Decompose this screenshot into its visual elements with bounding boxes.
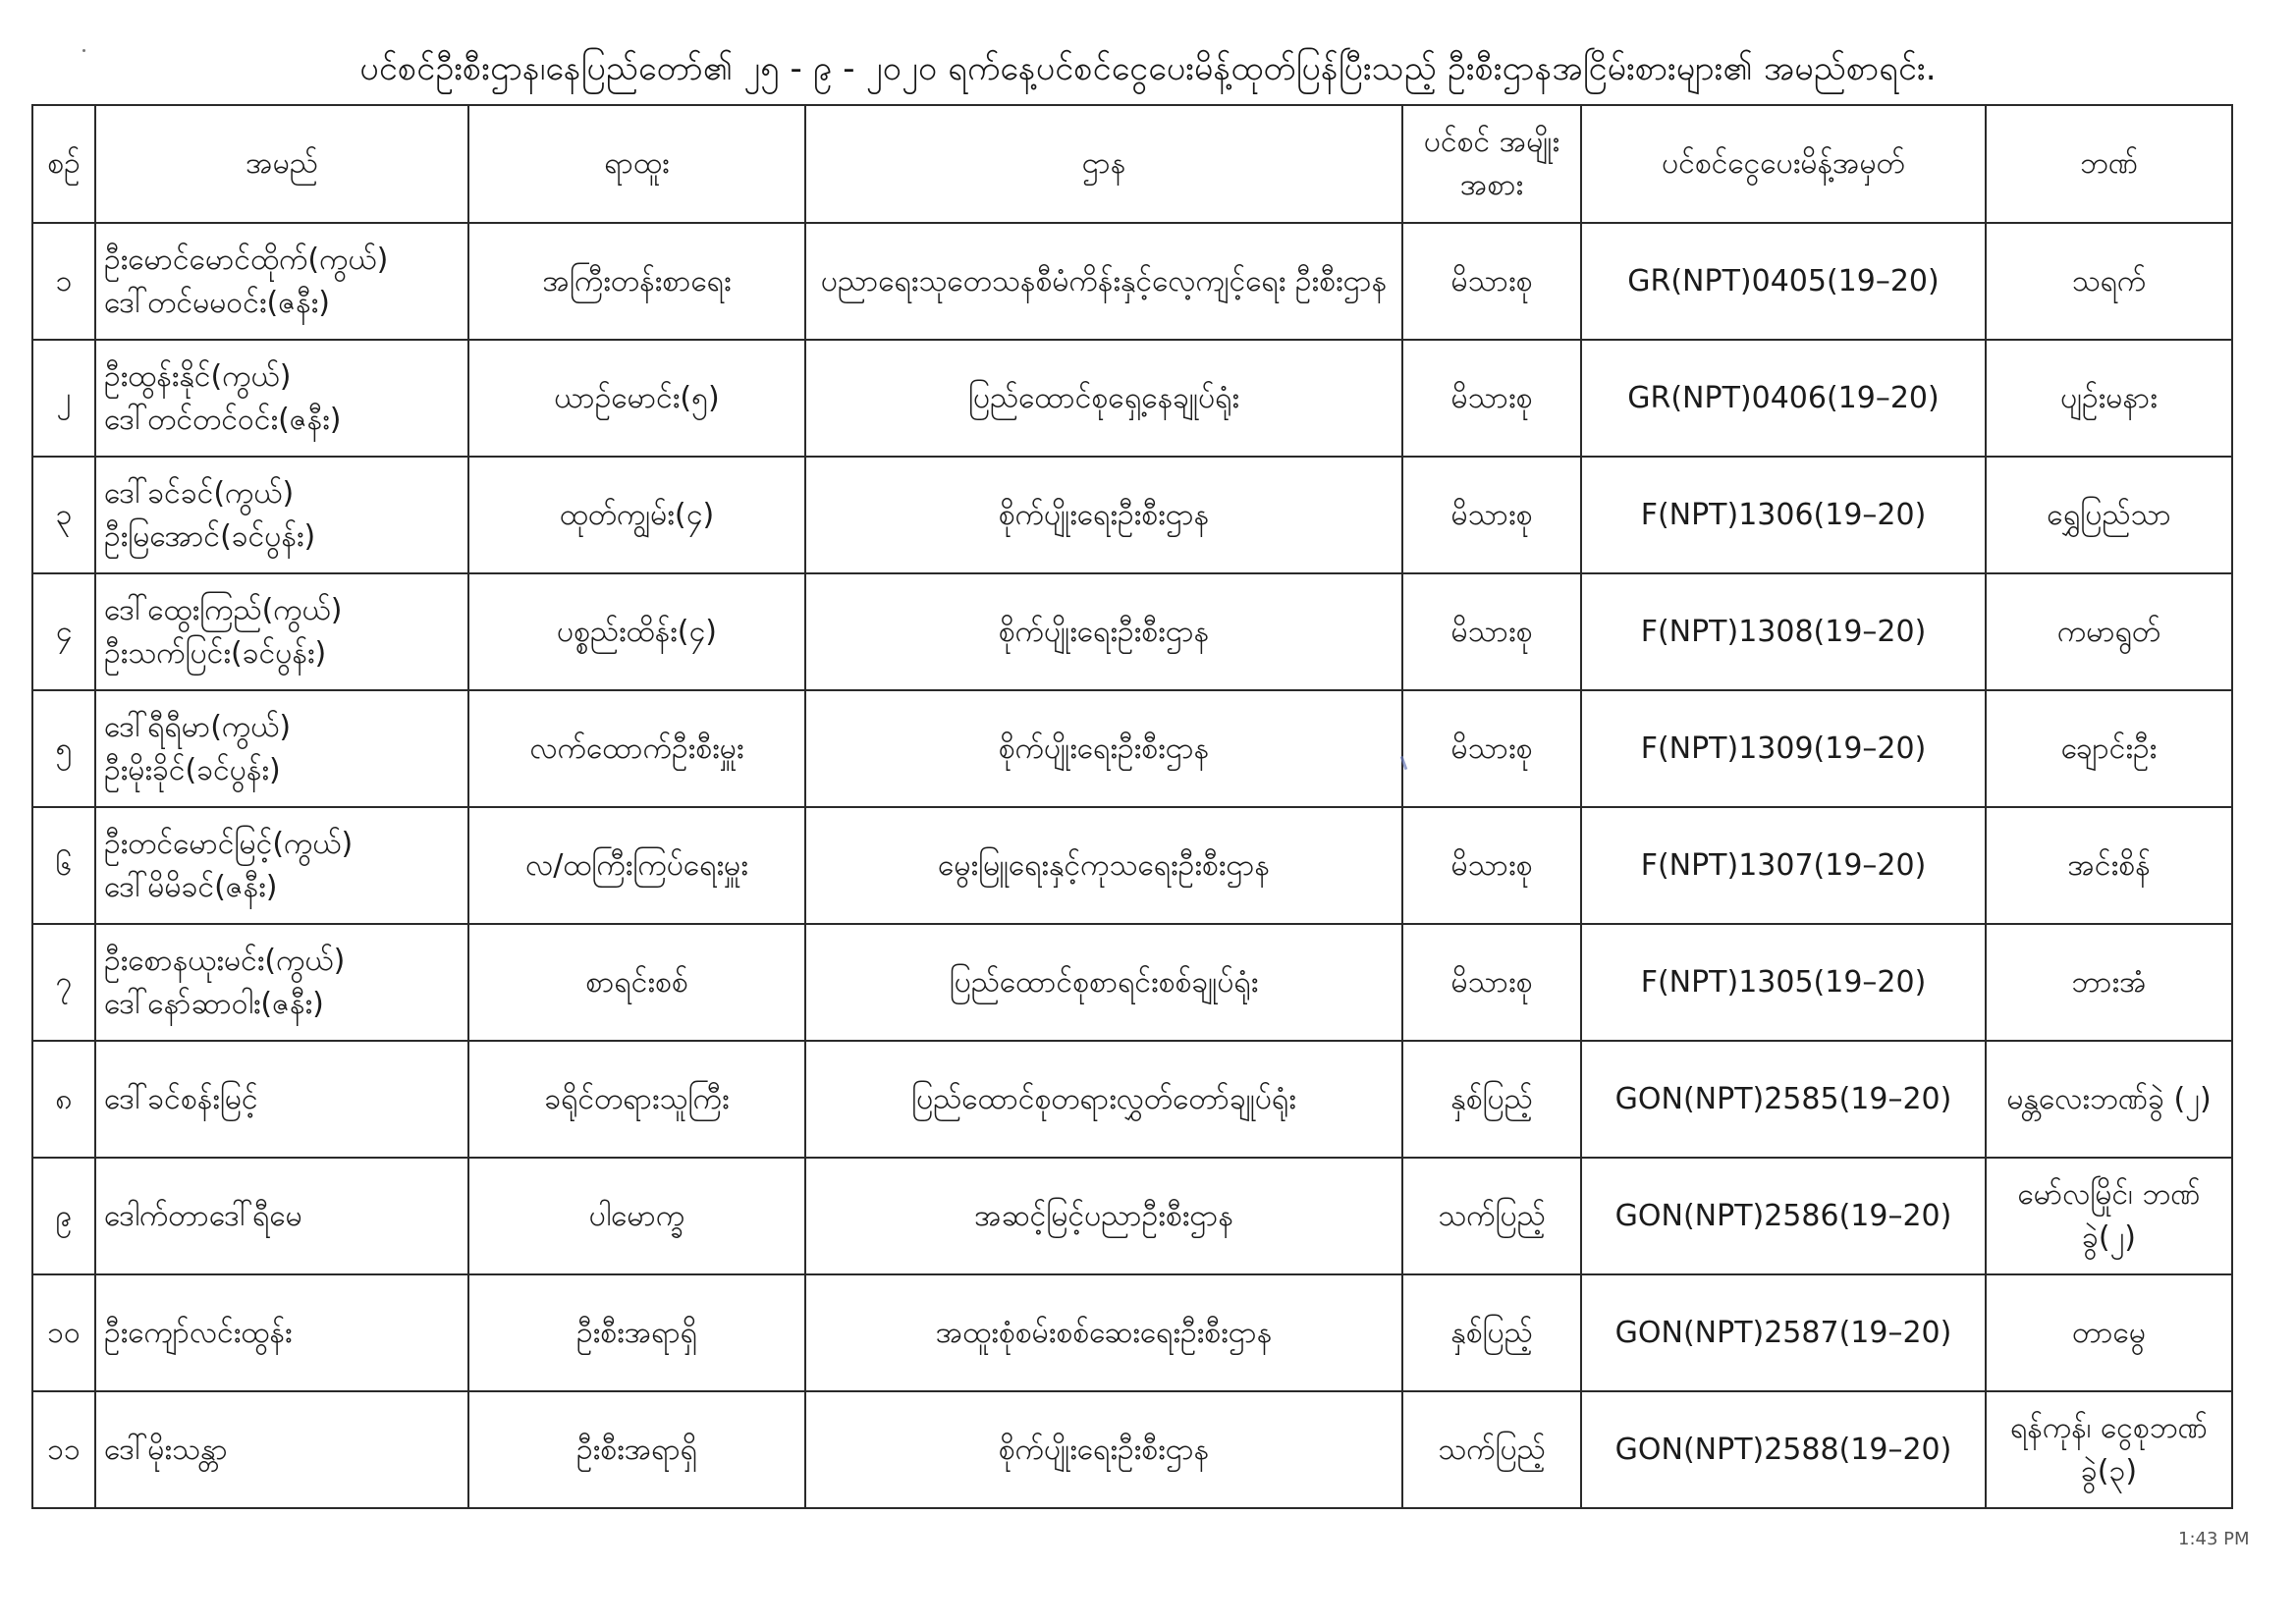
name-line-1: ဦးတင်မောင်မြင့်(ကွယ်) [104,826,354,861]
cell-region: ရွှေပြည်သာ [1986,457,2232,573]
cell-department: စိုက်ပျိုးရေးဦးစီးဌာန [805,690,1402,807]
cell-pension-type: မိသားစု [1402,924,1581,1041]
cell-pension-type: သက်ပြည့် [1402,1158,1581,1274]
name-line-1: ဒေါ်ထွေးကြည်(ကွယ်) [104,592,343,627]
cell-rank: ပစ္စည်းထိန်း(၄) [468,573,805,690]
cell-pension-type: မိသားစု [1402,690,1581,807]
cell-department: စိုက်ပျိုးရေးဦးစီးဌာန [805,573,1402,690]
cell-department: မွေးမြူရေးနှင့်ကုသရေးဦးစီးဌာန [805,807,1402,924]
cell-name [95,573,468,690]
cell-no: ၈ [32,1041,95,1158]
cell-region: ချောင်းဦး [1986,690,2232,807]
cell-department: အထူးစုံစမ်းစစ်ဆေးရေးဦးစီးဌာန [805,1274,1402,1391]
cell-permit-no: GON(NPT)2587(19–20) [1581,1274,1986,1391]
cell-name [95,807,468,924]
table-row [32,1391,2232,1508]
name-line-1: ဦးမောင်မောင်ထိုက်(ကွယ်) [104,242,389,277]
cell-rank: ယာဉ်မောင်း(၅) [468,340,805,457]
name-line-2: ဦးသက်ပြင်း(ခင်ပွန်း) [104,635,327,671]
cell-permit-no: F(NPT)1307(19–20) [1581,807,1986,924]
name-line-1: ဒေါ်ခင်စန်းမြင့် [104,1081,258,1116]
cell-permit-no: F(NPT)1305(19–20) [1581,924,1986,1041]
cell-rank: အကြီးတန်းစာရေး [468,223,805,340]
cell-department: အဆင့်မြင့်ပညာဦးစီးဌာန [805,1158,1402,1274]
cell-name [95,1158,468,1274]
cell-no: ၉ [32,1158,95,1274]
name-line-1: ဒေါက်တာဒေါ်ရီမေ [104,1198,302,1233]
cell-rank: ပါမောက္ခ [468,1158,805,1274]
cell-department: စိုက်ပျိုးရေးဦးစီးဌာန [805,457,1402,573]
cell-department: စိုက်ပျိုးရေးဦးစီးဌာန [805,1391,1402,1508]
cell-pension-type: မိသားစု [1402,340,1581,457]
cell-permit-no: GON(NPT)2586(19–20) [1581,1158,1986,1274]
name-line-1: ဒေါ်ရီရီမာ(ကွယ်) [104,709,292,744]
header-department: ဌာန [805,105,1402,223]
table-row [32,573,2232,690]
header-rank: ရာထူး [468,105,805,223]
cell-department: ပြည်ထောင်စုတရားလွှတ်တော်ချုပ်ရုံး [805,1041,1402,1158]
name-line-1: ဒေါ်ခင်ခင်(ကွယ်) [104,475,295,511]
table-row [32,1041,2232,1158]
cell-rank: လ/ထကြီးကြပ်ရေးမှူး [468,807,805,924]
header-permit-no: ပင်စင်ငွေပေးမိန့်အမှတ် [1581,105,1986,223]
cell-pension-type: မိသားစု [1402,807,1581,924]
cell-region: ဘားအံ [1986,924,2232,1041]
table-row [32,457,2232,573]
header-pension-type: ပင်စင် အမျိုးအစား [1402,105,1581,223]
cell-region: အင်းစိန် [1986,807,2232,924]
cell-permit-no: F(NPT)1306(19–20) [1581,457,1986,573]
cell-permit-no: GR(NPT)0405(19–20) [1581,223,1986,340]
cell-region: ရန်ကုန်၊ ငွေစုဘဏ်ခွဲ(၃) [1986,1391,2232,1508]
cell-no: ၂ [32,340,95,457]
table-row [32,924,2232,1041]
cell-no: ၅ [32,690,95,807]
timestamp: 1:43 PM [2178,1529,2250,1549]
cell-department: ပြည်ထောင်စုစာရင်းစစ်ချုပ်ရုံး [805,924,1402,1041]
cell-region: တာမွေ [1986,1274,2232,1391]
name-line-2: ဦးမိုးခိုင်(ခင်ပွန်း) [104,752,281,787]
table-row [32,223,2232,340]
cell-rank: ဦးစီးအရာရှိ [468,1274,805,1391]
header-name: အမည် [95,105,468,223]
table-row [32,1274,2232,1391]
cell-name [95,1041,468,1158]
name-line-1: ဒေါ်မိုးသန္တာ [104,1432,228,1467]
table-row [32,807,2232,924]
name-line-1: ဦးထွန်းနိုင်(ကွယ်) [104,358,292,394]
page-title: ပင်စင်ဦးစီးဌာန၊နေပြည်တော်၏ ၂၅ - ၉ - ၂၀၂၀ ရက်နေ့ပင်စင်ငွေပေးမိန့်ထုတ်ပြန်ပြီးသည့် ဦးစီးဌာနအငြိမ်းစားများ၏ အမည်စာရင်း. [359,49,1937,88]
cell-pension-type: မိသားစု [1402,573,1581,690]
cell-no: ၃ [32,457,95,573]
cell-department: ပညာရေးသုတေသနစီမံကိန်းနှင့်လေ့ကျင့်ရေး ဦးစီးဌာန [805,223,1402,340]
name-line-2: ဒေါ်မိမိခင်(ဇနီး) [104,869,278,904]
cell-rank: စာရင်းစစ် [468,924,805,1041]
cell-rank: ခရိုင်တရားသူကြီး [468,1041,805,1158]
cell-name [95,223,468,340]
cell-no: ၁ [32,223,95,340]
cell-no: ၇ [32,924,95,1041]
cell-no: ၄ [32,573,95,690]
name-line-2: ဒေါ်တင်တင်ဝင်း(ဇနီး) [104,402,342,437]
cell-department: ပြည်ထောင်စုရှေ့နေချုပ်ရုံး [805,340,1402,457]
cell-name [95,1274,468,1391]
header-region: ဘဏ် [1986,105,2232,223]
cell-pension-type: နှစ်ပြည့် [1402,1274,1581,1391]
cell-permit-no: GON(NPT)2585(19–20) [1581,1041,1986,1158]
cell-permit-no: GR(NPT)0406(19–20) [1581,340,1986,457]
table-row [32,1158,2232,1274]
name-line-2: ဒေါ်နော်ဆာဝါး(ဇနီး) [104,986,324,1021]
cell-pension-type: မိသားစု [1402,457,1581,573]
header-no: စဉ် [32,105,95,223]
cell-name [95,1391,468,1508]
cell-pension-type: နှစ်ပြည့် [1402,1041,1581,1158]
cell-rank: ဦးစီးအရာရှိ [468,1391,805,1508]
cell-no: ၁၀ [32,1274,95,1391]
name-line-1: ဦးစောနယုးမင်း(ကွယ်) [104,943,346,978]
pension-register-table [31,104,2233,1509]
cell-name [95,690,468,807]
cell-region: ပျဉ်းမနား [1986,340,2232,457]
cell-name [95,340,468,457]
name-line-1: ဦးကျော်လင်းထွန်း [104,1315,293,1350]
table-body [32,223,2232,1508]
cell-rank: လက်ထောက်ဦးစီးမှူး [468,690,805,807]
cell-region: ကမာရွတ် [1986,573,2232,690]
cell-permit-no: GON(NPT)2588(19–20) [1581,1391,1986,1508]
cell-no: ၁၁ [32,1391,95,1508]
cell-pension-type: သက်ပြည့် [1402,1391,1581,1508]
table-header-row [32,105,2232,223]
cell-region: မန္တလေးဘဏ်ခွဲ (၂) [1986,1041,2232,1158]
cell-pension-type: မိသားစု [1402,223,1581,340]
name-line-2: ဦးမြအောင်(ခင်ပွန်း) [104,518,316,554]
cell-rank: ထုတ်ကျွမ်း(၄) [468,457,805,573]
cell-permit-no: F(NPT)1308(19–20) [1581,573,1986,690]
cell-permit-no: F(NPT)1309(19–20) [1581,690,1986,807]
cell-region: မော်လမြိုင်၊ ဘဏ်ခွဲ(၂) [1986,1158,2232,1274]
table-row [32,690,2232,807]
table-row [32,340,2232,457]
cell-region: သရက် [1986,223,2232,340]
cell-name [95,457,468,573]
cell-name [95,924,468,1041]
cell-no: ၆ [32,807,95,924]
name-line-2: ဒေါ်တင်မမဝင်း(ဇနီး) [104,285,330,320]
